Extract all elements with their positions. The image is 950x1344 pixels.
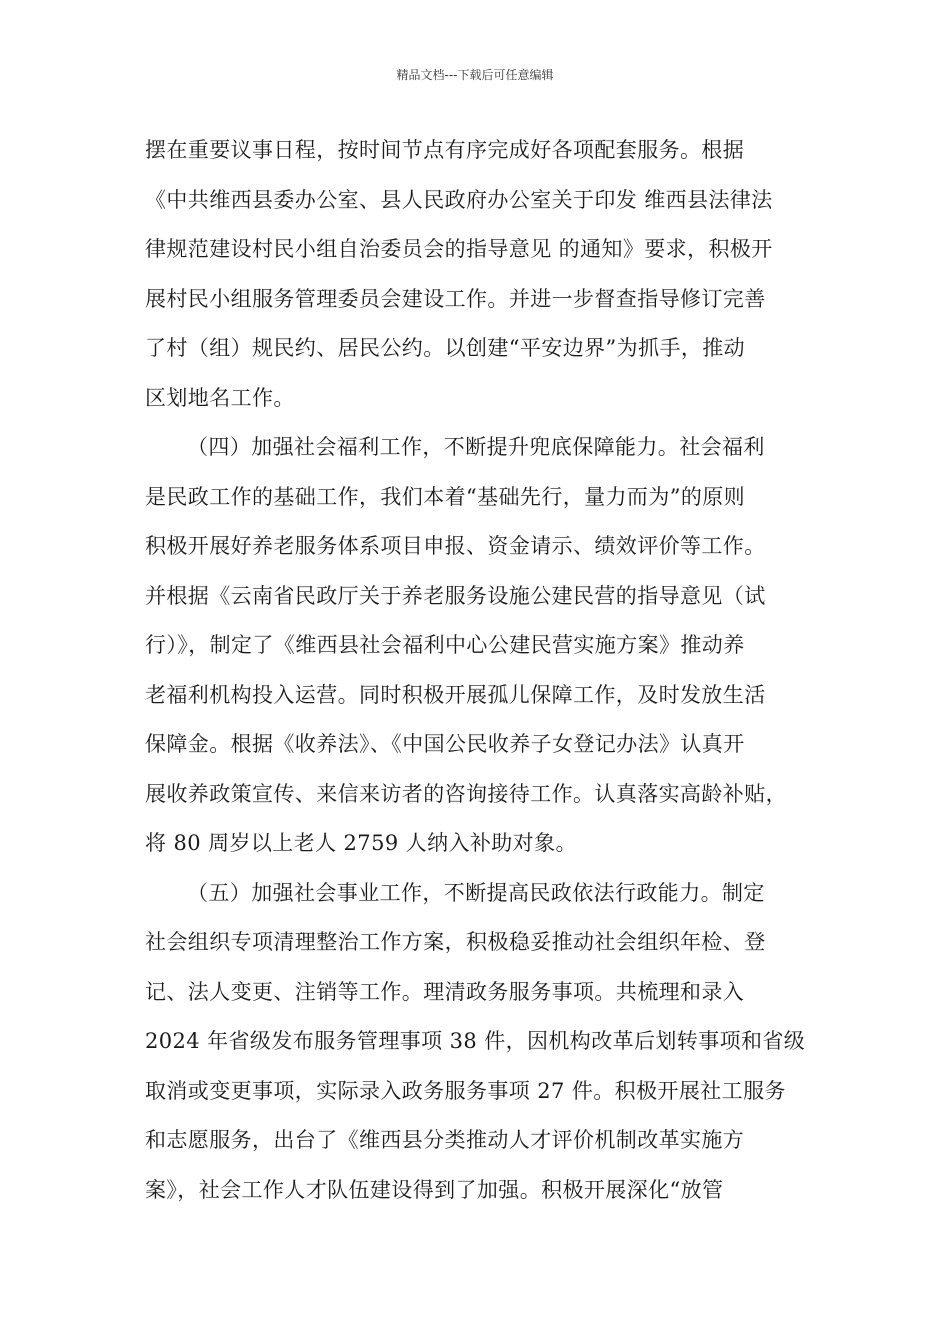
- paragraph-social-affairs: [145, 869, 805, 1216]
- text-line: 行）》，制定了《维西县社会福利中心公建民营实施方案》推动养: [145, 633, 745, 657]
- paragraph-social-welfare: [145, 423, 805, 869]
- text-line: 将 80 周岁以上老人 2759 人纳入补助对象。: [145, 831, 577, 855]
- text-line: 并根据《云南省民政厅关于养老服务设施公建民营的指导意见（试: [145, 583, 766, 608]
- text-line: 展收养政策宣传、来信来访者的咨询接待工作。认真落实高龄补贴，: [145, 781, 787, 806]
- text-line: （五）加强社会事业工作，不断提高民政依法行政能力。制定: [187, 880, 765, 905]
- text-line: 律规范建设村民小组自治委员会的指导意见 的通知》要求，积极开: [145, 237, 773, 261]
- text-line: 老福利机构投入运营。同时积极开展孤儿保障工作，及时发放生活: [145, 682, 766, 707]
- text-line: 取消或变更事项，实际录入政务服务事项 27 件。积极开展社工服务: [145, 1078, 786, 1103]
- text-line: 案》，社会工作人才队伍建设得到了加强。积极开展深化“放管: [145, 1177, 724, 1202]
- paragraph-continued: [145, 126, 805, 423]
- text-line: 摆在重要议事日程，按时间节点有序完成好各项配套服务。根据: [145, 138, 745, 162]
- text-line: 2024 年省级发布服务管理事项 38 件，因机构改革后划转事项和省级: [145, 1029, 806, 1053]
- text-line: 社会组织专项清理整治工作方案，积极稳妥推动社会组织年检、登: [145, 930, 766, 954]
- text-line: 积极开展好养老服务体系项目申报、资金请示、绩效评价等工作。: [145, 534, 766, 558]
- page-header: 精品文档---下载后可任意编辑: [396, 68, 554, 82]
- text-line: 和志愿服务，出台了《维西县分类推动人才评价机制改革实施方: [145, 1128, 745, 1152]
- text-line: 是民政工作的基础工作，我们本着“基础先行，量力而为”的原则: [145, 484, 746, 509]
- text-line: （四）加强社会福利工作，不断提升兜底保障能力。社会福利: [187, 435, 765, 459]
- text-line: 展村民小组服务管理委员会建设工作。并进一步督查指导修订完善: [145, 286, 766, 311]
- text-line: 了村（组）规民约、居民公约。以创建“平安边界”为抓手，推动: [145, 336, 746, 360]
- text-line: 区划地名工作。: [145, 385, 295, 410]
- document-body: [145, 126, 805, 1215]
- text-line: 记、法人变更、注销等工作。理清政务服务事项。共梳理和录入: [145, 979, 745, 1004]
- text-line: 保障金。根据《收养法》、《中国公民收养子女登记办法》认真开: [145, 732, 745, 756]
- text-line: 《中共维西县委办公室、县人民政府办公室关于印发 维西县法律法: [145, 187, 773, 212]
